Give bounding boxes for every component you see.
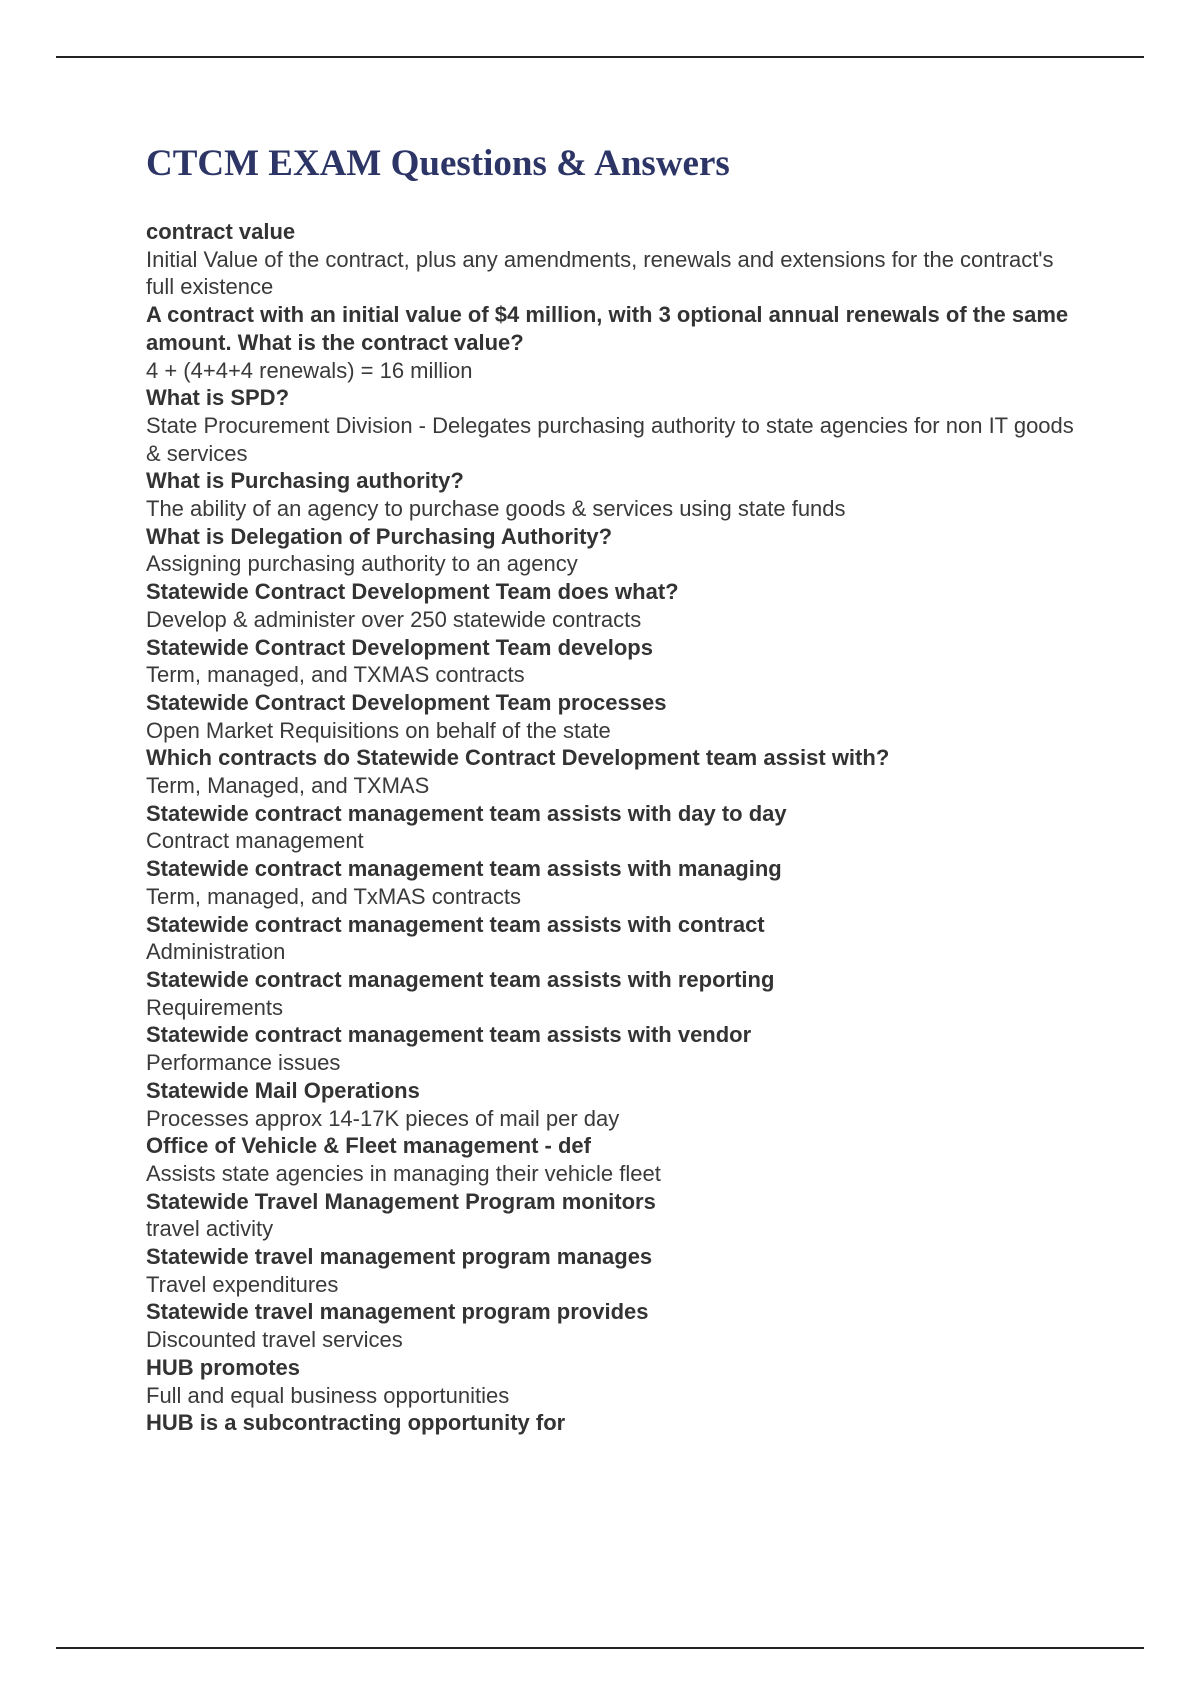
qa-item — [146, 1132, 1086, 1187]
question: Statewide contract management team assists with contract — [146, 911, 765, 937]
qa-item — [146, 911, 1086, 966]
question: contract value — [146, 219, 296, 244]
qa-item — [146, 523, 1086, 578]
top-rule — [56, 56, 1144, 58]
answer: Requirements — [146, 994, 283, 1020]
qa-item — [146, 384, 1086, 467]
answer: Open Market Requisitions on behalf of the state — [146, 717, 611, 743]
qa-item — [146, 855, 1086, 910]
question: HUB promotes — [146, 1354, 301, 1380]
qa-list — [146, 218, 1086, 1437]
answer: Term, Managed, and TXMAS — [146, 773, 430, 799]
qa-item — [146, 1188, 1086, 1243]
answer: 4 + (4+4+4 renewals) = 16 million — [146, 357, 473, 383]
document-title: CTCM EXAM Questions & Answers — [146, 143, 730, 184]
qa-item — [146, 301, 1086, 384]
question: Statewide Contract Development Team develops — [146, 634, 653, 660]
answer: Contract management — [146, 828, 364, 854]
question: What is Delegation of Purchasing Authority? — [146, 523, 613, 549]
qa-item — [146, 1243, 1086, 1298]
qa-item — [146, 1409, 1086, 1437]
question: Statewide travel management program provides — [146, 1299, 649, 1325]
question: Statewide Contract Development Team processes — [146, 689, 667, 715]
qa-item — [146, 1021, 1086, 1076]
answer: Processes approx 14-17K pieces of mail per day — [146, 1105, 620, 1131]
qa-item — [146, 1077, 1086, 1132]
question: Statewide Travel Management Program monitors — [146, 1188, 656, 1214]
answer: Term, managed, and TxMAS contracts — [146, 883, 521, 909]
answer: Assists state agencies in managing their vehicle fleet — [146, 1160, 661, 1186]
question: What is SPD? — [146, 385, 290, 411]
qa-item — [146, 467, 1086, 522]
question: Statewide contract management team assists with reporting — [146, 966, 775, 992]
answer: Assigning purchasing authority to an agency — [146, 551, 578, 577]
bottom-rule — [56, 1647, 1144, 1649]
answer: Initial Value of the contract, plus any amendments, renewals and extensions for the contract's full existence — [146, 246, 1054, 300]
answer: Develop & administer over 250 statewide contracts — [146, 606, 642, 632]
qa-item — [146, 1298, 1086, 1353]
question: Statewide contract management team assists with vendor — [146, 1022, 752, 1048]
answer: Term, managed, and TXMAS contracts — [146, 662, 525, 688]
question: Statewide Contract Development Team does what? — [146, 579, 679, 605]
qa-item — [146, 966, 1086, 1021]
answer: Discounted travel services — [146, 1327, 403, 1353]
question: What is Purchasing authority? — [146, 468, 464, 494]
qa-item — [146, 1354, 1086, 1409]
qa-item — [146, 578, 1086, 633]
answer: travel activity — [146, 1216, 274, 1242]
qa-item — [146, 800, 1086, 855]
question: Which contracts do Statewide Contract Development team assist with? — [146, 745, 890, 771]
answer: State Procurement Division - Delegates purchasing authority to state agencies for non IT goods & services — [146, 412, 1074, 466]
question: Statewide contract management team assists with day to day — [146, 800, 787, 826]
question: Statewide Mail Operations — [146, 1077, 420, 1103]
question: A contract with an initial value of $4 million, with 3 optional annual renewals of the same amount. What is the contract value? — [146, 302, 1069, 355]
question: Statewide travel management program manages — [146, 1244, 653, 1270]
answer: The ability of an agency to purchase goods & services using state funds — [146, 496, 846, 522]
answer: Travel expenditures — [146, 1271, 339, 1297]
qa-item — [146, 218, 1086, 301]
question: Statewide contract management team assists with managing — [146, 856, 782, 882]
qa-item — [146, 744, 1086, 799]
answer: Administration — [146, 939, 286, 965]
qa-item — [146, 689, 1086, 744]
answer: Performance issues — [146, 1050, 341, 1076]
question: Office of Vehicle & Fleet management - def — [146, 1133, 591, 1159]
qa-item — [146, 634, 1086, 689]
question: HUB is a subcontracting opportunity for — [146, 1410, 566, 1436]
answer: Full and equal business opportunities — [146, 1382, 510, 1408]
